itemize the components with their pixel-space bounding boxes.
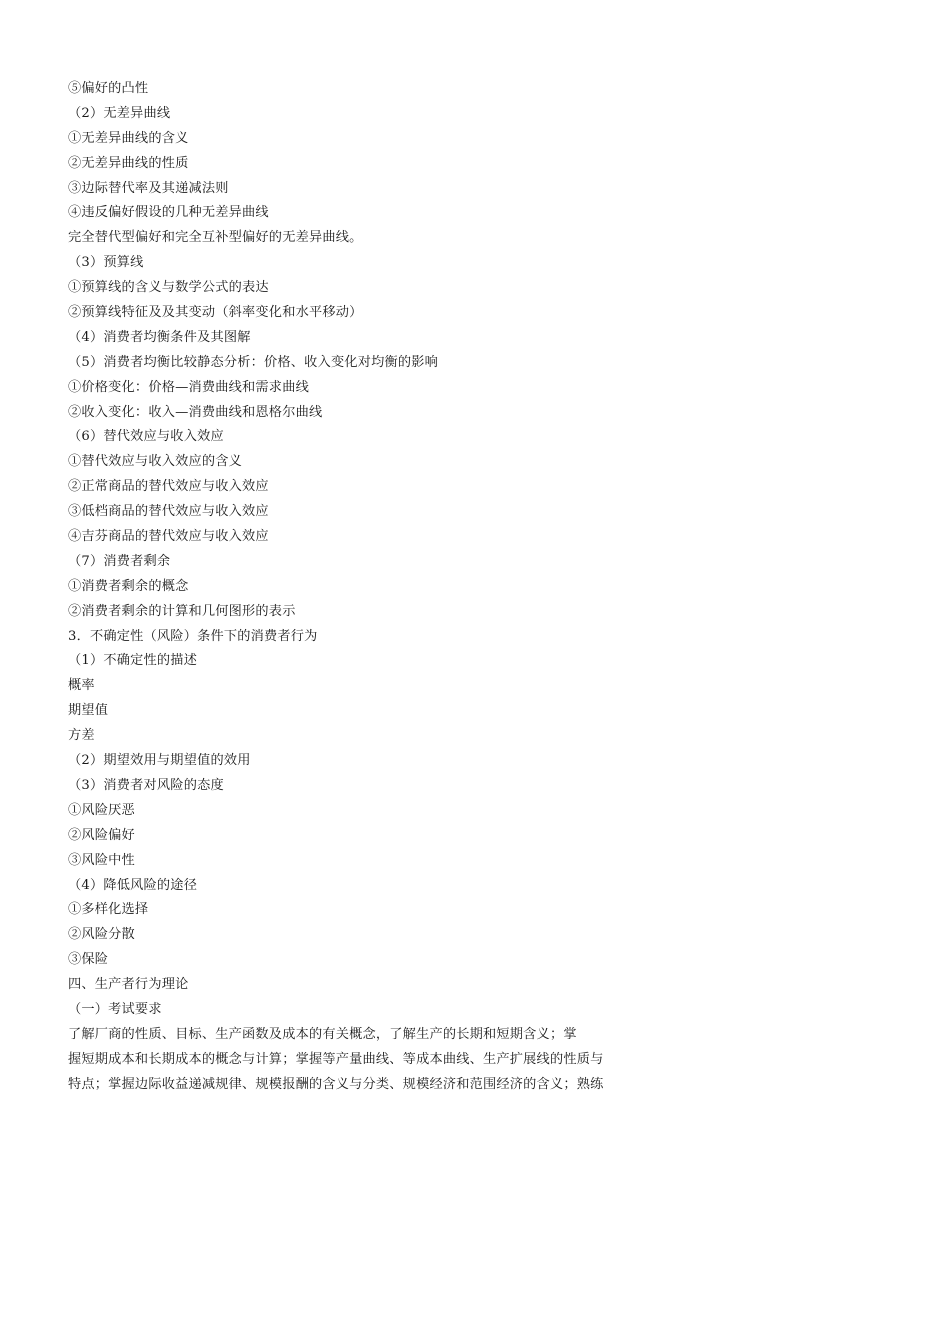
text-line: （4）消费者均衡条件及其图解 [68, 329, 251, 345]
text-line: （5）消费者均衡比较静态分析：价格、收入变化对均衡的影响 [68, 354, 439, 370]
text-line: ①无差异曲线的含义 [68, 130, 189, 146]
text-line: ⑤偏好的凸性 [68, 81, 149, 96]
text-line: ①风险厌恶 [68, 802, 135, 818]
text-line: （6）替代效应与收入效应 [68, 429, 224, 445]
text-line: 握短期成本和长期成本的概念与计算；掌握等产量曲线、等成本曲线、生产扩展线的性质与 [68, 1051, 604, 1067]
text-line: ②收入变化：收入—消费曲线和恩格尔曲线 [68, 404, 323, 420]
text-line: ③边际替代率及其递减法则 [68, 180, 229, 196]
document-body [68, 77, 668, 1098]
text-line: ③低档商品的替代效应与收入效应 [68, 504, 269, 520]
text-line: （2）期望效用与期望值的效用 [68, 753, 251, 769]
text-line: ①多样化选择 [68, 902, 149, 918]
text-line: （1）不确定性的描述 [68, 653, 198, 669]
text-line: 概率 [68, 678, 95, 694]
text-line: ②风险偏好 [68, 827, 135, 843]
text-line: 了解厂商的性质、目标、生产函数及成本的有关概念，了解生产的长期和短期含义；掌 [68, 1026, 577, 1042]
text-line: （2）无差异曲线 [68, 105, 171, 121]
text-line: 方差 [68, 728, 95, 744]
text-line: （3）预算线 [68, 255, 144, 271]
text-line: 完全替代型偏好和完全互补型偏好的无差异曲线。 [68, 230, 363, 246]
text-line: ④吉芬商品的替代效应与收入效应 [68, 529, 269, 545]
text-line: （7）消费者剩余 [68, 553, 171, 569]
text-line: ④违反偏好假设的几种无差异曲线 [68, 205, 269, 221]
text-line: ①消费者剩余的概念 [68, 578, 189, 594]
text-line: （一）考试要求 [68, 1001, 162, 1017]
text-line: ③风险中性 [68, 852, 135, 868]
text-line: 期望值 [68, 703, 109, 719]
text-line: 3．不确定性（风险）条件下的消费者行为 [68, 628, 318, 644]
text-line: ②无差异曲线的性质 [68, 155, 189, 171]
text-line: ①价格变化：价格—消费曲线和需求曲线 [68, 379, 309, 395]
text-line: ②消费者剩余的计算和几何图形的表示 [68, 603, 296, 619]
text-line: ①替代效应与收入效应的含义 [68, 454, 243, 470]
text-line: （4）降低风险的途径 [68, 877, 198, 893]
text-line: ①预算线的含义与数学公式的表达 [68, 280, 269, 296]
text-line: （3）消费者对风险的态度 [68, 777, 224, 793]
text-line: ②风险分散 [68, 927, 135, 943]
text-line: ②预算线特征及及其变动（斜率变化和水平移动） [68, 305, 363, 321]
text-line: ②正常商品的替代效应与收入效应 [68, 479, 269, 495]
text-line: 四、生产者行为理论 [68, 977, 189, 993]
text-line: ③保险 [68, 952, 109, 968]
text-line: 特点；掌握边际收益递减规律、规模报酬的含义与分类、规模经济和范围经济的含义；熟练 [68, 1076, 604, 1092]
